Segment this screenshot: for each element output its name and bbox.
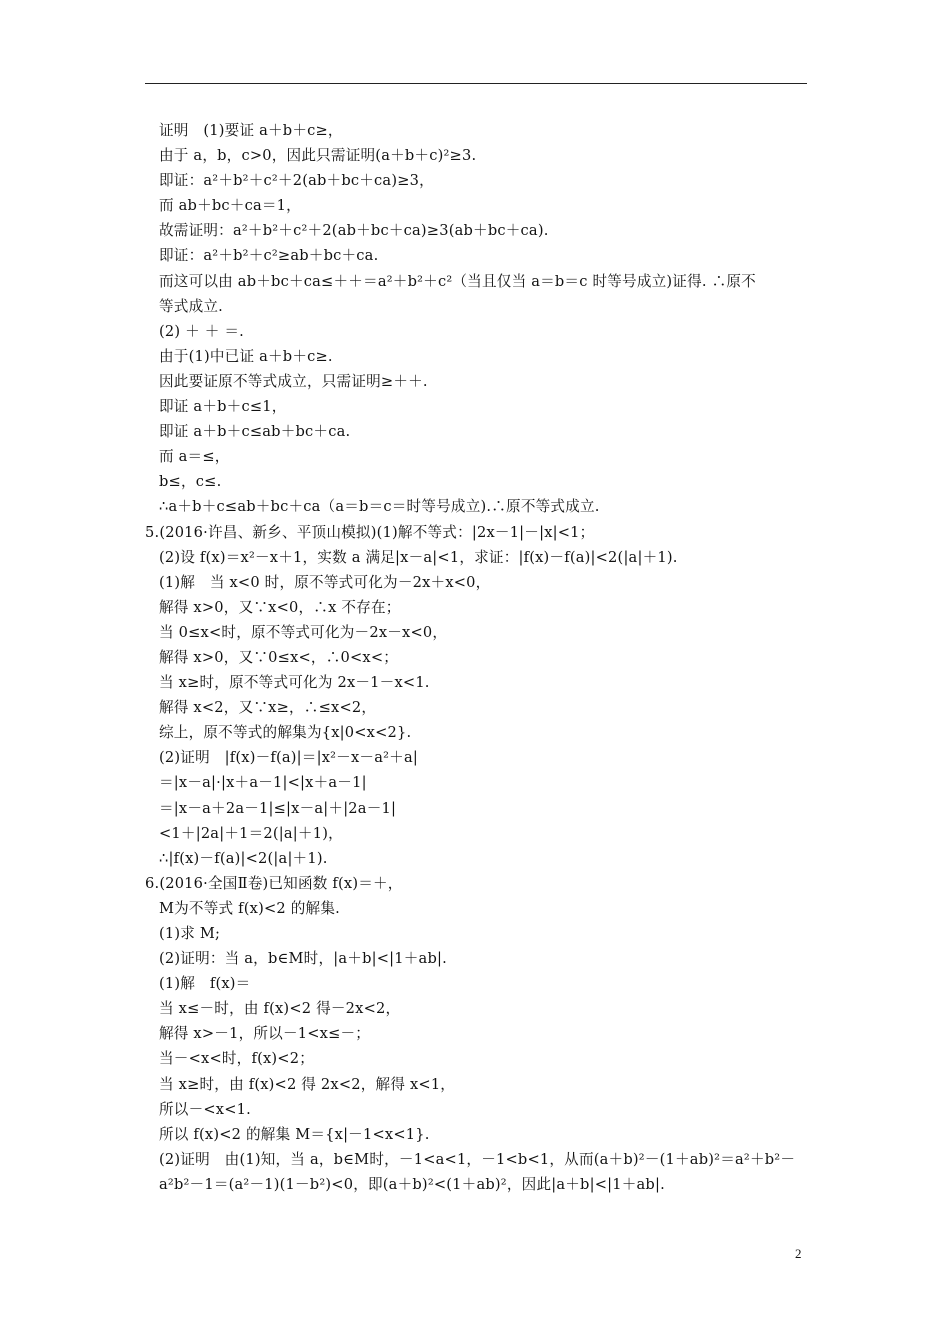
text-line: 由于 a，b，c>0，因此只需证明(a＋b＋c)²≥3.	[159, 147, 477, 165]
text-line: a²b²－1＝(a²－1)(1－b²)<0，即(a＋b)²<(1＋ab)²，因此|a＋b|<|1＋ab|.	[159, 1175, 665, 1193]
text-line: 因此要证原不等式成立，只需证明≥＋＋.	[159, 372, 428, 390]
text-line: M为不等式 f(x)<2 的解集.	[159, 899, 340, 917]
text-line: 解得 x>0，又∵0≤x<，∴0<x<；	[159, 648, 399, 666]
text-line: b≤，c≤.	[159, 473, 222, 491]
text-line: 等式成立.	[159, 297, 224, 315]
text-line: 当 0≤x<时，原不等式可化为－2x－x<0，	[159, 623, 448, 641]
text-line: (2) ＋ ＋ ＝.	[159, 322, 245, 340]
text-line: ＝|x－a＋2a－1|≤|x－a|＋|2a－1|	[159, 799, 397, 817]
text-line: ＝|x－a|·|x＋a－1|<|x＋a－1|	[159, 774, 367, 792]
text-line: (1)解 当 x<0 时，原不等式可化为－2x＋x<0，	[159, 573, 491, 591]
text-line: 当 x≤－时，由 f(x)<2 得－2x<2，	[159, 1000, 401, 1018]
text-line: 即证：a²＋b²＋c²≥ab＋bc＋ca.	[159, 247, 379, 265]
text-line: 即证 a＋b＋c≤ab＋bc＋ca.	[159, 423, 351, 441]
text-line: 而这可以由 ab＋bc＋ca≤＋＋＝a²＋b²＋c²（当且仅当 a＝b＝c 时等号成立)证得. ∴原不	[159, 272, 756, 290]
text-line: <1＋|2a|＋1＝2(|a|＋1)，	[159, 824, 343, 842]
text-line: 当－<x<时，f(x)<2；	[159, 1050, 314, 1068]
text-line: (1)解 f(x)＝	[159, 975, 251, 993]
text-line: 即证：a²＋b²＋c²＋2(ab＋bc＋ca)≥3，	[159, 172, 434, 190]
text-line: 故需证明：a²＋b²＋c²＋2(ab＋bc＋ca)≥3(ab＋bc＋ca).	[159, 222, 549, 240]
text-line: 由于(1)中已证 a＋b＋c≥.	[159, 347, 333, 365]
text-line: 解得 x>0，又∵x<0，∴x 不存在；	[159, 598, 401, 616]
text-line: 证明 (1)要证 a＋b＋c≥，	[159, 122, 343, 139]
text-line: (1)求 M;	[159, 925, 221, 942]
page-number: 2	[795, 1246, 802, 1261]
text-line: (2)证明 |f(x)－f(a)|＝|x²－x－a²＋a|	[159, 749, 418, 767]
problem-heading-line: 5.(2016·许昌、新乡、平顶山模拟)(1)解不等式：|2x－1|－|x|<1；	[145, 523, 595, 541]
text-line: 即证 a＋b＋c≤1，	[159, 398, 287, 416]
text-line: 而 ab＋bc＋ca＝1，	[159, 197, 301, 215]
text-line: 解得 x<2，又∵x≥，∴≤x<2，	[159, 699, 377, 717]
text-line: ∴|f(x)－f(a)|<2(|a|＋1).	[159, 849, 328, 867]
text-line: 综上，原不等式的解集为{x|0<x<2}.	[159, 724, 412, 742]
text-line: 所以－<x<1.	[159, 1100, 251, 1118]
text-line: (2)设 f(x)＝x²－x＋1，实数 a 满足|x－a|<1，求证：|f(x)－f(a)|<2(|a|＋1).	[159, 548, 678, 566]
text-line: ∴a＋b＋c≤ab＋bc＋ca（a＝b＝c＝时等号成立).∴原不等式成立.	[159, 498, 600, 516]
text-line: (2)证明 由(1)知，当 a，b∈M时，－1<a<1，－1<b<1，从而(a＋b)²－(1＋ab)²＝a²＋b²－	[159, 1150, 796, 1168]
text-line: 而 a＝≤，	[159, 448, 230, 466]
text-line: 所以 f(x)<2 的解集 M＝{x|－1<x<1}.	[159, 1125, 430, 1143]
text-line: 当 x≥时，由 f(x)<2 得 2x<2，解得 x<1，	[159, 1075, 456, 1093]
problem-heading-line: 6.(2016·全国Ⅱ卷)已知函数 f(x)＝＋，	[145, 874, 403, 892]
header-rule	[145, 83, 807, 84]
text-line: 当 x≥时，原不等式可化为 2x－1－x<1.	[159, 674, 430, 692]
text-line: (2)证明：当 a，b∈M时，|a＋b|<|1＋ab|.	[159, 950, 447, 968]
document-body	[0, 118, 950, 1197]
text-line: 解得 x>－1，所以－1<x≤－；	[159, 1025, 371, 1043]
